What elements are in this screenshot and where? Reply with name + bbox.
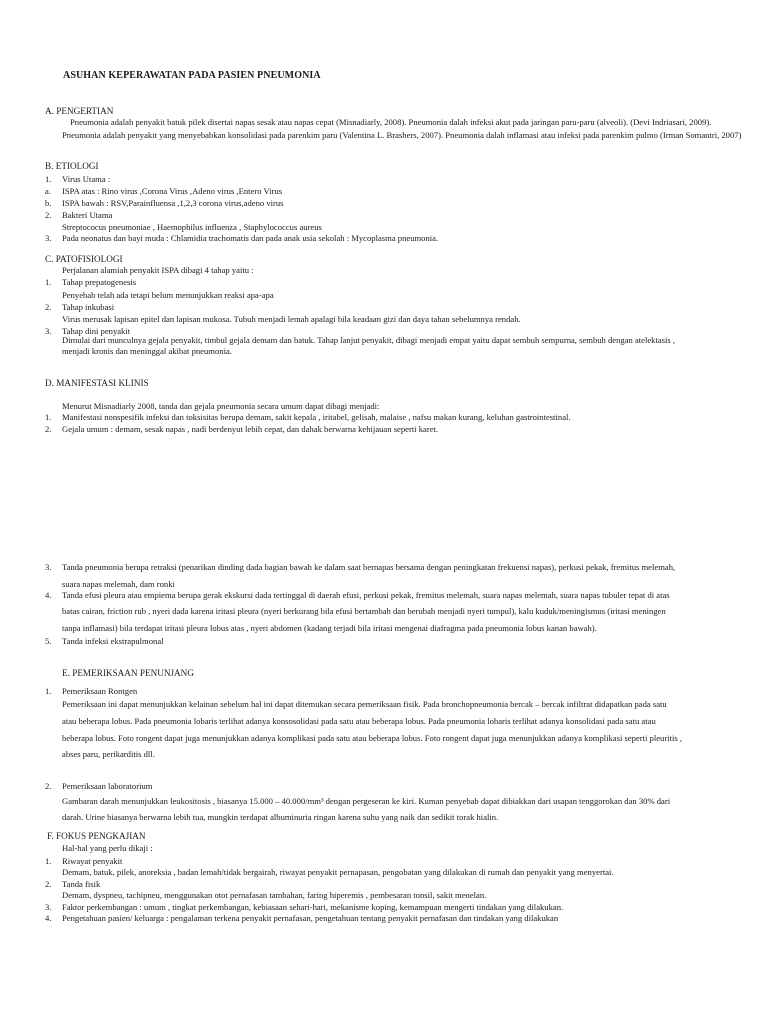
manifestasi-line-number: 5. [45, 636, 52, 646]
patofisiologi-line-number: 3. [45, 326, 52, 336]
section-d-heading: D. MANIFESTASI KLINIS [45, 378, 149, 388]
section-f-heading: F. FOKUS PENGKAJIAN [47, 831, 146, 841]
etiologi-line-text: ISPA bawah : RSV,Parainfluensa ,1,2,3 corona virus,adeno virus [62, 198, 284, 208]
manifestasi-line-text: suara napas melemah, dam ronki [62, 579, 175, 589]
patofisiologi-line-text: Tahap prepatogenesis [62, 277, 137, 287]
patofisiologi-line-number: 1. [45, 277, 52, 287]
etiologi-line-number: 1. [45, 174, 52, 184]
etiologi-line-number: b. [45, 198, 52, 208]
penunjang-line-text: beberapa lobus. Foto rongent dapat juga menunjukkan adanya komplikasi pada satu atau beberapa lobus. Foto rongent dapat juga menunjukkan adanya komplikasi seperti pleuritis , [62, 733, 683, 743]
penunjang-line-text: Pemeriksaan Rontgen [62, 686, 138, 696]
section-f-intro: Hal-hal yang perlu dikaji : [62, 843, 153, 853]
manifestasi-line-number: 3. [45, 562, 52, 572]
pengkajian-line-text: Pengetahuan pasien/ keluarga : pengalaman terkena penyakit pernafasan, pengetahuan tentang penyakit pernafasan dan tindakan yang dilakukan [62, 913, 559, 923]
manifestasi-line-text: batas cairan, friction rub , nyeri dada karena iritasi pleura (nyeri berkurang bila efusi bertambah dan berubah menjadi nyeri tumpul), kalu kuduk/meningismus (iritasi meningen [62, 606, 666, 616]
manifestasi-line-text: Manifestasi nonspesifik infeksi dan toksisitas berupa demam, sakit kepala , iritabel, gelisah, malaise , nafsu makan kurang, keluhan gastrointestinal. [62, 412, 571, 422]
manifestasi-line-text: Tanda infeksi ekstrapulmonal [62, 636, 164, 646]
etiologi-line-number: 3. [45, 233, 52, 243]
penunjang-line-text: darah. Urine biasanya berwarna lebih tua, mungkin terdapat albuminuria ringan karena suhu yang naik dan sedikit torak hialin. [62, 812, 499, 822]
patofisiologi-line-text: Tahap dini penyakit [62, 326, 131, 336]
etiologi-line-text: Virus Utama : [62, 174, 111, 184]
etiologi-line-text: Streptococus pneumoniae , Haemophilus influenza , Staphylococcus aureus [62, 222, 322, 232]
penunjang-line-number: 2. [45, 781, 52, 791]
patofisiologi-line-text: Dimulai dari munculnya gejala penyakit, timbul gejala demam dan batuk. Tahap lanjut penyakit, dibagi menjadi empat yaitu dapat sembuh sempurna, sembuh dengan atelektasis , [62, 335, 676, 345]
manifestasi-line-text: Gejala umum : demam, sesak napas , nadi berdenyut lebih cepat, dan dahak berwarna kehijauan seperti karet. [62, 424, 439, 434]
patofisiologi-line-text: Tahap inkubasi [62, 302, 115, 312]
section-b-heading: B. ETIOLOGI [45, 161, 99, 171]
pengkajian-line-number: 1. [45, 856, 52, 866]
manifestasi-line-text: Tanda efusi pleura atau empiema berupa gerak ekskursi dada tertinggal di daerah efusi, perkusi pekak, fremitus melemah, suara napas melemah, suara napas tubuler tepat di atas [62, 590, 670, 600]
section-d-intro: Menurut Misnadiarly 2008, tanda dan gejala pneumonia secara umum dapat dibagi menjadi: [62, 401, 380, 411]
patofisiologi-line-text: Penyebab telah ada tetapi belum menunjukkan reaksi apa-apa [62, 290, 274, 300]
etiologi-line-number: a. [45, 186, 51, 196]
manifestasi-line-text: tanpa inflamasi) bila terdapat iritasi pleura lobus atas , nyeri abdomen (kadang terjadi bila iritasi mengenai diafragma pada pneumonia lobus kanan bawah). [62, 623, 597, 633]
pengkajian-line-text: Demam, batuk, pilek, anoreksia , badan lemah/tidak bergairah, riwayat penyakit pernapasan, pengobatan yang dilakukan di rumah dan penyakit yang menyertai. [62, 867, 614, 877]
section-c-intro: Perjalanan alamiah penyakit ISPA dibagi 4 tahap yaitu : [62, 265, 254, 275]
pengkajian-line-text: Riwayat penyakit [62, 856, 123, 866]
etiologi-line-text: Bakteri Utama [62, 210, 113, 220]
pengkajian-line-text: Demam, dyspneu, tachipneu, menggunakan otot pernafasan tambahan, faring hiperemis , pembesaran tonsil, sakit menelan. [62, 890, 487, 900]
document-title: ASUHAN KEPERAWATAN PADA PASIEN PNEUMONIA [63, 70, 321, 81]
penunjang-line-number: 1. [45, 686, 52, 696]
pengkajian-line-number: 3. [45, 902, 52, 912]
pengkajian-line-number: 4. [45, 913, 52, 923]
section-c-heading: C. PATOFISIOLOGI [45, 254, 123, 264]
etiologi-line-text: ISPA atas : Rino virus ,Corona Virus ,Adeno virus ,Entero Virus [62, 186, 283, 196]
manifestasi-line-number: 2. [45, 424, 52, 434]
manifestasi-line-text: Tanda pneumonia berupa retraksi (penarikan dinding dada bagian bawah ke dalam saat bernapas bersama dengan peningkatan frekuensi napas), perkusi pekak, fremitus melemah, [62, 562, 676, 572]
pengkajian-line-text: Faktor perkembangan : umum , tingkat perkembangan, kebiasaan sehari-hari, mekanisme koping, kemampuan mengerti tindakan yang dilakukan. [62, 902, 564, 912]
etiologi-line-number: 2. [45, 210, 52, 220]
etiologi-line-text: Pada neonatus dan bayi muda : Chlamidia trachomatis dan pada anak usia sekolah : Mycoplasma pneumonia. [62, 233, 439, 243]
pengkajian-line-number: 2. [45, 879, 52, 889]
patofisiologi-line-number: 2. [45, 302, 52, 312]
penunjang-line-text: abses paru, perikarditis dll. [62, 749, 155, 759]
penunjang-line-text: atau beberapa lobus. Pada pneumonia lobaris terlihat adanya konsosolidasi pada satu atau beberapa lobus. Pada pneumonia lobaris terlihat adanya konsolidasi pada satu atau [62, 716, 656, 726]
patofisiologi-line-text: menjadi kronis dan meninggal akibat pneumonia. [62, 346, 232, 356]
manifestasi-line-number: 1. [45, 412, 52, 422]
section-a-paragraph: Pneumonia adalah penyakit batuk pilek disertai napas sesak atau napas cepat (Misnadiarly, 2008). Pneumonia dalah infeksi akut pada jaringan paru-paru (alveoli). (Devi Indriasari, 2009). Pneumonia adalah penyakit yang menyebabkan konsolidasi pada parenkim paru (Valentina L. Brashers, 2007). Pneumonia dalah inflamasi atau infeksi pada parenkim pulmo (Irman Somantri, 2007) [62, 117, 742, 140]
section-a-heading: A. PENGERTIAN [45, 106, 114, 116]
penunjang-line-text: Pemeriksaan laboratorium [62, 781, 153, 791]
penunjang-line-text: Pemeriksaan ini dapat menunjukkan kelainan sebelum hal ini dapat ditemukan secara pemeriksaan fisik. Pada bronchopneumonia bercak – bercak infiltrat didapatkan pada satu [62, 699, 667, 709]
section-e-heading: E. PEMERIKSAAN PENUNJANG [62, 668, 194, 678]
pengkajian-line-text: Tanda fisik [62, 879, 101, 889]
patofisiologi-line-text: Virus merusak lapisan epitel dan lapisan mukosa. Tubuh menjadi lemah apalagi bila keadaan gizi dan daya tahan sebelumnya rendah. [62, 314, 521, 324]
penunjang-line-text: Gambaran darah menunjukkan leukositosis , biasanya 15.000 – 40.000/mm³ dengan pergeseran ke kiri. Kuman penyebab dapat dibiakkan dari usapan tenggorokan dan 30% dari [62, 796, 671, 806]
manifestasi-line-number: 4. [45, 590, 52, 600]
